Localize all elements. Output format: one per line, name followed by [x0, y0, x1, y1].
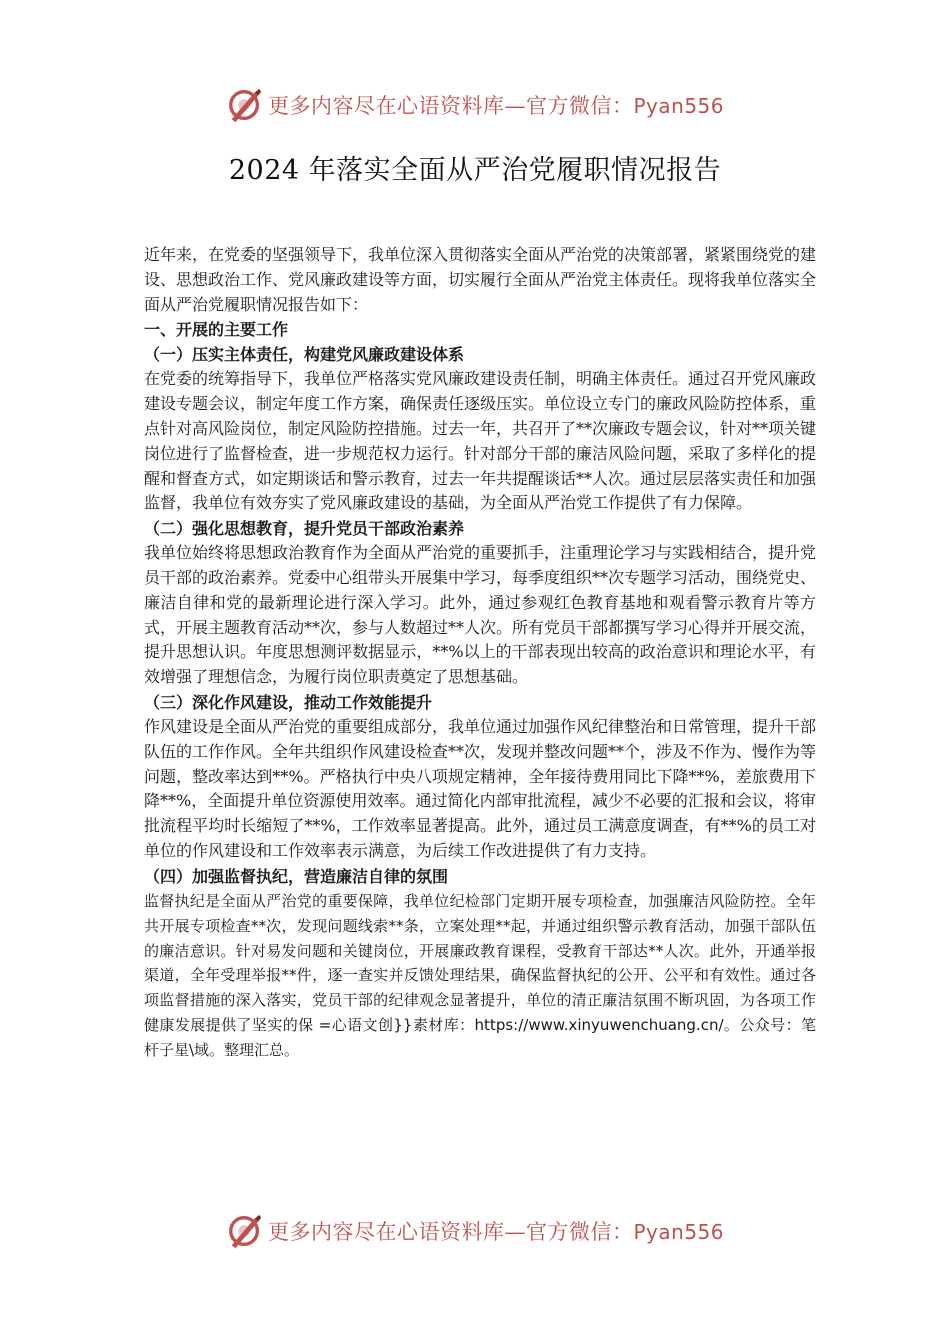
section-heading-main-work: 一、开展的主要工作 [144, 320, 289, 340]
banner-wechat-id: Pyan556 [633, 94, 724, 118]
pen-logo-icon [226, 86, 264, 124]
top-banner [0, 80, 950, 130]
document-title: 2024 年落实全面从严治党履职情况报告 [228, 155, 722, 186]
banner-wechat-id: Pyan556 [633, 1220, 724, 1244]
banner-text: 更多内容尽在心语资料库—官方微信： [267, 94, 634, 118]
subsection-body-4: 监督执纪是全面从严治党的重要保障，我单位纪检部门定期开展专项检查，加强廉洁风险防控。全年共开展专项检查**次，发现问题线索**条，立案处理**起，并通过组织警示教育活动，加强干部队伍的廉洁意识。针对易发问题和关键岗位，开展廉政教育课程，受教育干部达**人次。此外，开通举报渠道，全年受理举报**件，逐一查实并反馈处理结果，确保监督执纪的公开、公平和有效性。通过各项监督措施的深入落实，党员干部的纪律观念显著提升，单位的清正廉洁氛围不断巩固，为各项工作健康发展提供了坚实的保 =心语文创}}素材库：https://www.xinyuwenchuang.cn/。公众号：笔杆子星\域。整理汇总。 [144, 891, 816, 1060]
intro-paragraph: 近年来，在党委的坚强领导下，我单位深入贯彻落实全面从严治党的决策部署，紧紧围绕党的建设、思想政治工作、党风廉政建设等方面，切实履行全面从严治党主体责任。现将我单位落实全面从严治党履职情况报告如下： [144, 245, 817, 314]
subsection-heading-2: （二）强化思想教育，提升党员干部政治素养 [144, 519, 465, 539]
pen-logo-icon [226, 1212, 264, 1250]
banner-text: 更多内容尽在心语资料库—官方微信： [267, 1220, 634, 1244]
subsection-heading-3: （三）深化作风建设，推动工作效能提升 [144, 692, 433, 712]
subsection-body-3: 作风建设是全面从严治党的重要组成部分，我单位通过加强作风纪律整治和日常管理，提升干部队伍的工作作风。全年共组织作风建设检查**次，发现并整改问题**个，涉及不作为、慢作为等问题，整改率达到**%。严格执行中央八项规定精神，全年接待费用同比下降**%，差旅费用下降**%，全面提升单位资源使用效率。通过简化内部审批流程，减少不必要的汇报和会议，将审批流程平均时长缩短了**%，工作效率显著提高。此外，通过员工满意度调查，有**%的员工对单位的作风建设和工作效率表示满意，为后续工作改进提供了有力支持。 [144, 716, 817, 860]
subsection-heading-4: （四）加强监督执纪，营造廉洁自律的氛围 [144, 866, 449, 886]
bottom-banner [0, 1206, 950, 1256]
document-body [144, 243, 816, 1063]
subsection-body-2: 我单位始终将思想政治教育作为全面从严治党的重要抓手，注重理论学习与实践相结合，提升党员干部的政治素养。党委中心组带头开展集中学习，每季度组织**次专题学习活动，围绕党史、廉洁自律和党的最新理论进行深入学习。此外，通过参观红色教育基地和观看警示教育片等方式，开展主题教育活动**次，参与人数超过**人次。所有党员干部都撰写学习心得并开展交流，提升思想认识。年度思想测评数据显示，**%以上的干部表现出较高的政治意识和理论水平，有效增强了理想信念，为履行岗位职责奠定了思想基础。 [144, 543, 817, 687]
subsection-heading-1: （一）压实主体责任，构建党风廉政建设体系 [144, 345, 465, 365]
subsection-body-1: 在党委的统筹指导下，我单位严格落实党风廉政建设责任制，明确主体责任。通过召开党风廉政建设专题会议，制定年度工作方案，确保责任逐级压实。单位设立专门的廉政风险防控体系，重点针对高风险岗位，制定风险防控措施。过去一年，共召开了**次廉政专题会议，针对**项关键岗位进行了监督检查，进一步规范权力运行。针对部分干部的廉洁风险问题，采取了多样化的提醒和督查方式，如定期谈话和警示教育，过去一年共提醒谈话**人次。通过层层落实责任和加强监督，我单位有效夯实了党风廉政建设的基础，为全面从严治党工作提供了有力保障。 [144, 369, 817, 513]
